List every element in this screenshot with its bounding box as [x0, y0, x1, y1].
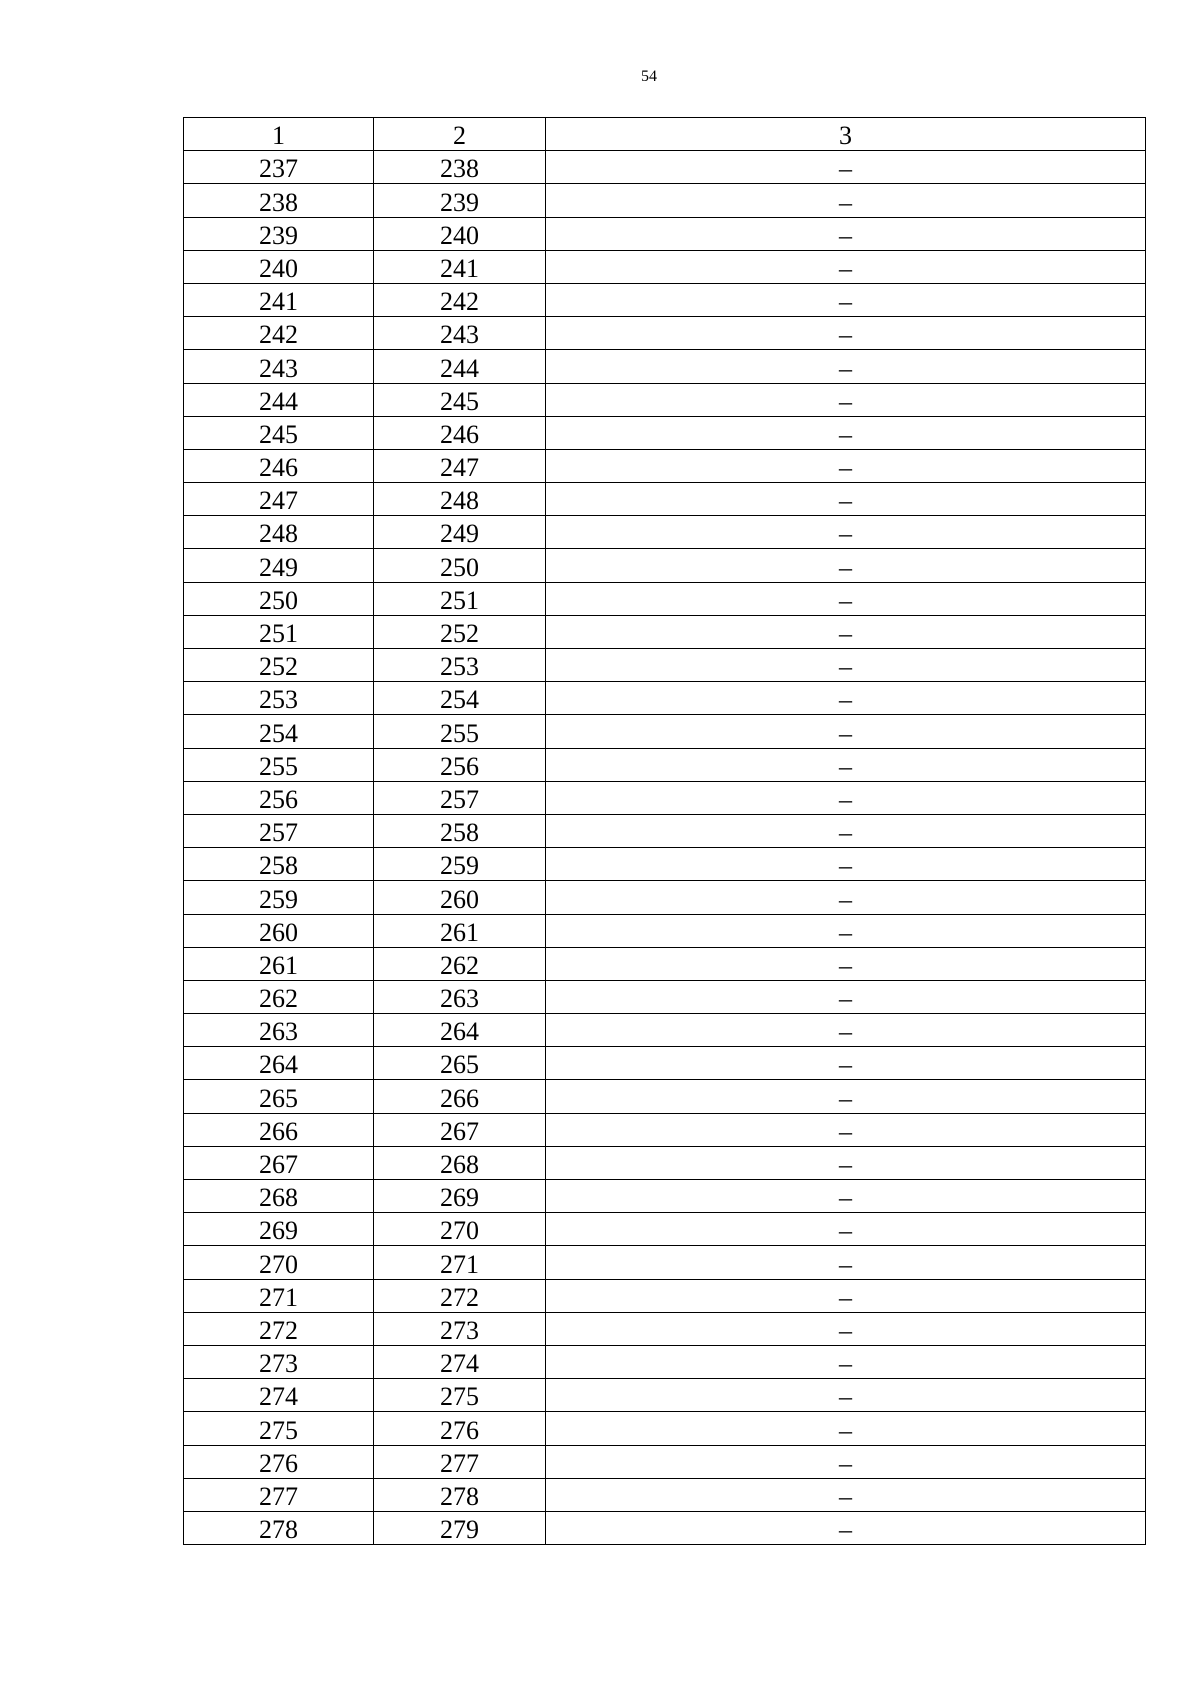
table-row [184, 1047, 1146, 1080]
table-row [184, 416, 1146, 449]
table-row [184, 682, 1146, 715]
table-cell-col-1: 275 [184, 1412, 374, 1445]
table-cell-col-2: 270 [374, 1213, 546, 1246]
table-cell-col-3: – [546, 1312, 1146, 1345]
table-cell-col-1: 246 [184, 449, 374, 482]
table-cell-col-1: 254 [184, 715, 374, 748]
table-row [184, 1312, 1146, 1345]
table-cell-col-1: 269 [184, 1213, 374, 1246]
table-cell-col-3: – [546, 549, 1146, 582]
table-cell-col-2: 278 [374, 1478, 546, 1511]
table-cell-col-3: – [546, 1279, 1146, 1312]
table-header-row [184, 118, 1146, 151]
table-row [184, 317, 1146, 350]
table-row [184, 649, 1146, 682]
table-cell-col-1: 266 [184, 1113, 374, 1146]
table-cell-col-3: – [546, 483, 1146, 516]
table-cell-col-1: 257 [184, 814, 374, 847]
table-cell-col-2: 254 [374, 682, 546, 715]
table-row [184, 848, 1146, 881]
table-cell-col-2: 245 [374, 383, 546, 416]
table-cell-col-2: 249 [374, 516, 546, 549]
table-cell-col-2: 276 [374, 1412, 546, 1445]
table-cell-col-1: 260 [184, 914, 374, 947]
table-row [184, 516, 1146, 549]
table-cell-col-3: – [546, 980, 1146, 1013]
table-row [184, 350, 1146, 383]
table-cell-col-1: 238 [184, 184, 374, 217]
table-cell-col-1: 244 [184, 383, 374, 416]
table-cell-col-2: 277 [374, 1445, 546, 1478]
table-row [184, 914, 1146, 947]
table-body [184, 151, 1146, 1545]
table-cell-col-3: – [546, 748, 1146, 781]
table-row [184, 483, 1146, 516]
table-cell-col-1: 237 [184, 151, 374, 184]
table-cell-col-3: – [546, 283, 1146, 316]
table-cell-col-2: 272 [374, 1279, 546, 1312]
table-row [184, 947, 1146, 980]
table-cell-col-3: – [546, 217, 1146, 250]
table-row [184, 151, 1146, 184]
table-cell-col-2: 269 [374, 1180, 546, 1213]
table-row [184, 217, 1146, 250]
table-cell-col-3: – [546, 1412, 1146, 1445]
table-cell-col-1: 251 [184, 615, 374, 648]
table-cell-col-2: 267 [374, 1113, 546, 1146]
table-cell-col-1: 278 [184, 1511, 374, 1544]
table-cell-col-2: 260 [374, 881, 546, 914]
table-cell-col-1: 252 [184, 649, 374, 682]
table-cell-col-2: 271 [374, 1246, 546, 1279]
table-cell-col-1: 247 [184, 483, 374, 516]
table-cell-col-2: 259 [374, 848, 546, 881]
table-row [184, 1345, 1146, 1378]
table-cell-col-3: – [546, 151, 1146, 184]
table-cell-col-1: 277 [184, 1478, 374, 1511]
table-cell-col-2: 242 [374, 283, 546, 316]
table-cell-col-2: 255 [374, 715, 546, 748]
table-row [184, 781, 1146, 814]
table-row [184, 184, 1146, 217]
table-cell-col-3: – [546, 649, 1146, 682]
table-cell-col-3: – [546, 1180, 1146, 1213]
table-cell-col-2: 257 [374, 781, 546, 814]
table-cell-col-2: 262 [374, 947, 546, 980]
table-cell-col-3: – [546, 1047, 1146, 1080]
table-cell-col-2: 252 [374, 615, 546, 648]
table-cell-col-3: – [546, 615, 1146, 648]
table-cell-col-2: 268 [374, 1146, 546, 1179]
table-cell-col-2: 279 [374, 1511, 546, 1544]
table-row [184, 814, 1146, 847]
table-cell-col-3: – [546, 1113, 1146, 1146]
table-row [184, 1478, 1146, 1511]
table-cell-col-1: 261 [184, 947, 374, 980]
table-cell-col-1: 262 [184, 980, 374, 1013]
table-row [184, 449, 1146, 482]
table-cell-col-1: 256 [184, 781, 374, 814]
table-cell-col-3: – [546, 1478, 1146, 1511]
table-cell-col-2: 250 [374, 549, 546, 582]
table-cell-col-3: – [546, 250, 1146, 283]
table-cell-col-1: 274 [184, 1379, 374, 1412]
table-cell-col-2: 256 [374, 748, 546, 781]
table-cell-col-2: 243 [374, 317, 546, 350]
table-cell-col-2: 244 [374, 350, 546, 383]
table-row [184, 1511, 1146, 1544]
table-cell-col-1: 265 [184, 1080, 374, 1113]
table-cell-col-1: 245 [184, 416, 374, 449]
table-cell-col-2: 238 [374, 151, 546, 184]
table-row [184, 1080, 1146, 1113]
table-cell-col-3: – [546, 1213, 1146, 1246]
table-cell-col-2: 246 [374, 416, 546, 449]
column-header-1: 1 [184, 118, 374, 151]
table-row [184, 748, 1146, 781]
table-row [184, 1379, 1146, 1412]
table-row [184, 250, 1146, 283]
table-row [184, 715, 1146, 748]
table-cell-col-3: – [546, 1345, 1146, 1378]
table-cell-col-1: 276 [184, 1445, 374, 1478]
table-cell-col-3: – [546, 1246, 1146, 1279]
table-row [184, 1246, 1146, 1279]
table-cell-col-2: 240 [374, 217, 546, 250]
table-cell-col-3: – [546, 814, 1146, 847]
table-row [184, 1445, 1146, 1478]
table-cell-col-2: 274 [374, 1345, 546, 1378]
table-cell-col-3: – [546, 1511, 1146, 1544]
table-cell-col-1: 268 [184, 1180, 374, 1213]
table-cell-col-3: – [546, 781, 1146, 814]
table-cell-col-3: – [546, 1379, 1146, 1412]
table-cell-col-2: 265 [374, 1047, 546, 1080]
table-cell-col-3: – [546, 881, 1146, 914]
table-cell-col-3: – [546, 1014, 1146, 1047]
table-cell-col-3: – [546, 516, 1146, 549]
table-row [184, 1014, 1146, 1047]
table-row [184, 549, 1146, 582]
table-row [184, 1113, 1146, 1146]
table-cell-col-2: 275 [374, 1379, 546, 1412]
table-cell-col-3: – [546, 848, 1146, 881]
table-row [184, 283, 1146, 316]
table-cell-col-1: 239 [184, 217, 374, 250]
table-cell-col-3: – [546, 947, 1146, 980]
table-cell-col-1: 250 [184, 582, 374, 615]
page-number: 54 [641, 68, 657, 85]
column-header-3: 3 [546, 118, 1146, 151]
table-cell-col-1: 240 [184, 250, 374, 283]
table-cell-col-1: 253 [184, 682, 374, 715]
table-cell-col-3: – [546, 1146, 1146, 1179]
table-cell-col-2: 266 [374, 1080, 546, 1113]
table-cell-col-3: – [546, 416, 1146, 449]
table-cell-col-1: 264 [184, 1047, 374, 1080]
table-cell-col-1: 241 [184, 283, 374, 316]
table-cell-col-3: – [546, 682, 1146, 715]
table-row [184, 980, 1146, 1013]
table-cell-col-2: 263 [374, 980, 546, 1013]
table-cell-col-2: 273 [374, 1312, 546, 1345]
table-cell-col-1: 255 [184, 748, 374, 781]
table-cell-col-2: 264 [374, 1014, 546, 1047]
table-cell-col-1: 242 [184, 317, 374, 350]
table-row [184, 1213, 1146, 1246]
data-table [183, 117, 1146, 1545]
table-cell-col-3: – [546, 184, 1146, 217]
table-cell-col-2: 251 [374, 582, 546, 615]
table-cell-col-1: 263 [184, 1014, 374, 1047]
table-row [184, 1279, 1146, 1312]
table-cell-col-3: – [546, 383, 1146, 416]
table-row [184, 1412, 1146, 1445]
table-cell-col-3: – [546, 715, 1146, 748]
table-cell-col-2: 261 [374, 914, 546, 947]
table-cell-col-3: – [546, 317, 1146, 350]
table-row [184, 582, 1146, 615]
table-row [184, 615, 1146, 648]
table-cell-col-2: 248 [374, 483, 546, 516]
table-cell-col-1: 258 [184, 848, 374, 881]
table-cell-col-2: 241 [374, 250, 546, 283]
table-cell-col-3: – [546, 350, 1146, 383]
table-row [184, 1146, 1146, 1179]
table-cell-col-3: – [546, 1445, 1146, 1478]
table-cell-col-3: – [546, 914, 1146, 947]
table-cell-col-2: 258 [374, 814, 546, 847]
table-cell-col-3: – [546, 1080, 1146, 1113]
table-cell-col-3: – [546, 449, 1146, 482]
table-cell-col-1: 243 [184, 350, 374, 383]
table-cell-col-2: 253 [374, 649, 546, 682]
table-cell-col-1: 270 [184, 1246, 374, 1279]
column-header-2: 2 [374, 118, 546, 151]
table-cell-col-1: 259 [184, 881, 374, 914]
table-row [184, 383, 1146, 416]
table-cell-col-2: 247 [374, 449, 546, 482]
table-cell-col-1: 271 [184, 1279, 374, 1312]
table-cell-col-1: 248 [184, 516, 374, 549]
table-cell-col-2: 239 [374, 184, 546, 217]
table-row [184, 881, 1146, 914]
table-row [184, 1180, 1146, 1213]
table-cell-col-1: 272 [184, 1312, 374, 1345]
table-cell-col-1: 273 [184, 1345, 374, 1378]
table-cell-col-1: 249 [184, 549, 374, 582]
table-cell-col-1: 267 [184, 1146, 374, 1179]
table-cell-col-3: – [546, 582, 1146, 615]
